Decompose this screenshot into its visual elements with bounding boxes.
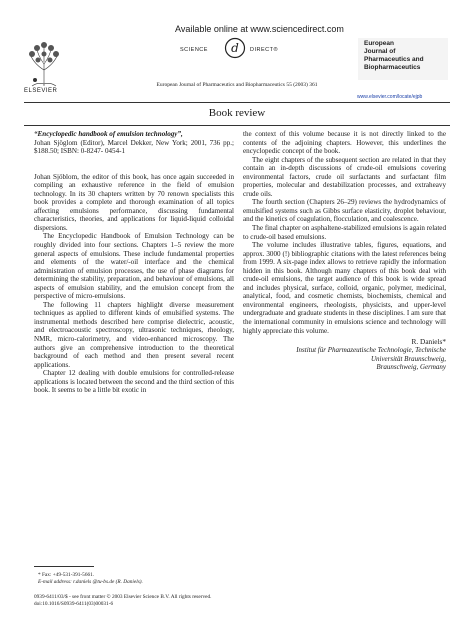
review-paragraph: Chapter 12 dealing with double emulsions for controlled-release applications is located between the second and the third section of this book. It seems to be a little bit exotic in xyxy=(34,369,234,395)
sciencedirect-logo-left: SCIENCE xyxy=(180,47,208,53)
sciencedirect-logo-right: DIRECT® xyxy=(250,47,279,53)
review-paragraph: The volume includes illustrative tables, figures, equations, and approx. 3000 (!) bibliographic citations with the latest references being from 1999. A six-page index allows to retrieve rapidly the information hidden in this book. Although many chapters of this book deal with crude-oil emulsions, the target audience of this book is wide spread and includes physical, surface, colloid, organic, polymer, medicinal, analytical, food, and cosmetic chemists, biochemists, chemical and environmental engineers, rheologists, physicists, and upper-level undergraduate and graduate students in these disciplines. I am sure that the international community in emulsions science and technology will highly appreciate this volume. xyxy=(243,241,446,335)
sciencedirect-at-icon xyxy=(224,37,246,59)
right-column xyxy=(243,130,446,372)
elsevier-tree-logo xyxy=(24,40,64,88)
journal-citation: European Journal of Pharmaceutics and Biopharmaceutics 55 (2003) 361 xyxy=(156,82,318,88)
doi-line: doi:10.1016/S0939-6411(03)00031-6 xyxy=(34,601,114,607)
left-column xyxy=(34,130,234,395)
review-paragraph: The final chapter on asphaltene-stabilized emulsions is again related to crude-oil based emulsions. xyxy=(243,224,446,241)
footnote-email: E-mail address: r.daniels @tu-bs.de (R. Daniels). xyxy=(38,579,143,585)
review-paragraph: The eight chapters of the subsequent section are related in that they contain an in-depth discussions of crude-oil emulsions covering environmental factors, crude oil surfactants and surfactant film properties, molecular and destabilization processes, and extraheavy crude oils. xyxy=(243,155,446,198)
review-paragraph: The Encyclopedic Handbook of Emulsion Technology can be roughly divided into four sections. Chapters 1–5 review the more general aspects of emulsions. These include fundamental properties and elements of the water/-oil interface and the chemical administration of emulsion processes, the use of phase diagrams for determining the stability, preparation, and behaviour of emulsions, all aspects of emulsion stability, and the emulsion concept from the perspective of micro-emulsions. xyxy=(34,232,234,301)
copyright-block xyxy=(34,594,211,608)
cover-line: European xyxy=(364,40,394,47)
publisher-name: ELSEVIER xyxy=(24,88,58,94)
book-details: Johan Sjöglom (Editor), Marcel Dekker, New York; 2001, 736 pp.; $188.50; ISBN: 0-8247- 0454-1 xyxy=(34,138,234,156)
review-paragraph: Johan Sjöblom, the editor of this book, has once again succeeded in compiling an exhaustive reference in the field of emulsion technology. In its 30 chapters written by 70 renown specialists this book provides a complete and thorough examination of all topics affecting emulsions performance, discussing fundamental characteristics, theories, and applications for liquid-liquid colloidal dispersions. xyxy=(34,172,234,232)
svg-text:d: d xyxy=(231,41,239,55)
cover-line: Biopharmaceutics xyxy=(364,64,421,71)
reviewer-institution xyxy=(243,346,446,372)
footnote xyxy=(38,572,143,586)
institution-line: Institut für Pharmazeutische Technologie, Technische xyxy=(296,346,446,355)
review-paragraph: The following 11 chapters highlight diverse measurement techniques as applied to different kinds of emulsified systems. The instrumental methods described here comprise dielectric, acoustic, and electroacoustic spectroscopy, ultrasonic techniques, rheology, NMR, micro-calorimetry, and video-enhanced microscopy. The authors give an comprehensive introduction to the theoretical background of each method and then present several recent applications. xyxy=(34,300,234,369)
review-paragraph: The fourth section (Chapters 26–29) reviews the hydrodynamics of emulsified systems such as Gibbs surface elasticity, droplet behaviour, and the kinetics of coagulation, flocculation, and coalescence. xyxy=(243,198,446,224)
journal-cover-title xyxy=(364,40,424,72)
institution-line: Braunschweig, Germany xyxy=(376,363,446,372)
footnote-rule xyxy=(34,566,94,567)
institution-line: Universität Braunschweig, xyxy=(370,354,446,363)
header-rule xyxy=(24,102,450,103)
journal-url-link[interactable]: www.elsevier.com/locate/ejpb xyxy=(357,94,423,100)
header-rule xyxy=(24,125,450,126)
cover-line: Pharmaceutics and xyxy=(364,56,424,63)
cover-line: Journal of xyxy=(364,48,396,55)
reviewer-name: R. Daniels* xyxy=(411,337,446,347)
available-online-text: Available online at www.sciencedirect.com xyxy=(175,24,344,34)
section-title: Book review xyxy=(208,107,266,119)
book-title: “Encyclopedic handbook of emulsion technology”, xyxy=(34,130,183,138)
review-paragraph: the context of this volume because it is not directly linked to the contents of the adjoining chapters. However, this underlines the encyclopedic concept of the book. xyxy=(243,130,446,156)
footnote-fax: * Fax: +49-531-391-5661. xyxy=(38,572,95,578)
copyright-line: 0939-6411/03/$ - see front matter © 2003 Elsevier Science B.V. All rights reserved. xyxy=(34,594,212,600)
